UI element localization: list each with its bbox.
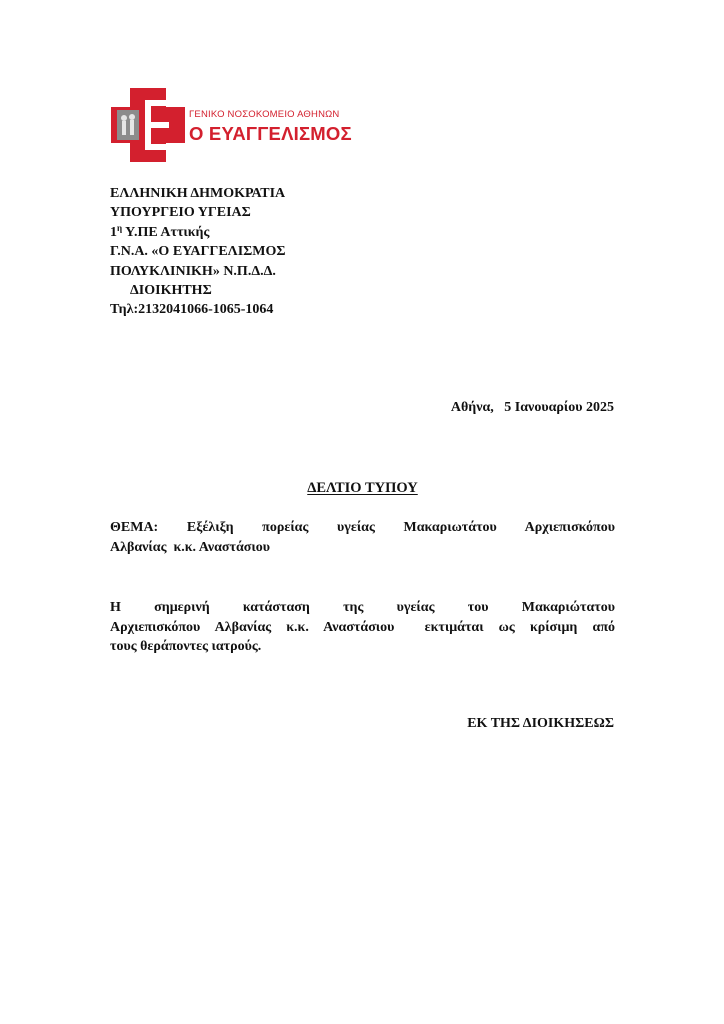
letterhead [110, 184, 286, 320]
letterhead-line-ministry: ΥΠΟΥΡΓΕΙΟ ΥΓΕΙΑΣ [110, 205, 251, 221]
body-line: Η σημερινή κατάσταση της υγείας του Μακαριώτατου [110, 600, 615, 615]
letterhead-line-republic: ΕΛΛΗΝΙΚΗ ΔΗΜΟΚΡΑΤΙΑ [110, 186, 286, 201]
letterhead-line-hospital: Γ.Ν.Α. «Ο ΕΥΑΓΓΕΛΙΣΜΟΣ [110, 244, 286, 260]
subject-paragraph [110, 518, 615, 557]
logo-subtitle: ΓΕΝΙΚΟ ΝΟΣΟΚΟΜΕΙΟ ΑΘΗΝΩΝ [189, 109, 340, 120]
logo-title: Ο ΕΥΑΓΓΕΛΙΣΜΟΣ [189, 123, 352, 144]
body-line: Αρχιεπισκόπου Αλβανίας κ.κ. Αναστάσιου εκτιμάται ως κρίσιμη από [110, 619, 615, 635]
document-date: Αθήνα, 5 Ιανουαρίου 2025 [450, 400, 614, 415]
letterhead-line-region [110, 223, 286, 242]
letterhead-line-phone: Τηλ:2132041066-1065-1064 [110, 302, 274, 318]
subject-line: ΘΕΜΑ: Εξέλιξη πορείας υγείας Μακαριωτάτου Αρχιεπισκόπου [110, 520, 615, 535]
hospital-logo [111, 88, 352, 162]
page-title: ΔΕΛΤΙΟ ΤΥΠΟΥ [307, 480, 418, 496]
region-superscript: η [117, 222, 123, 233]
letterhead-line-polyclinic: ΠΟΛΥΚΛΙΝΙΚΗ» Ν.Π.Δ.Δ. [110, 263, 276, 279]
region-name: Υ.ΠΕ Αττικής [122, 224, 210, 240]
body-paragraph [110, 598, 615, 657]
signature: ΕΚ ΤΗΣ ΔΙΟΙΚΗΣΕΩΣ [467, 716, 614, 731]
letterhead-line-administrator: ΔΙΟΙΚΗΤΗΣ [130, 283, 212, 299]
region-number: 1 [110, 224, 117, 240]
hospital-cross-logo-icon [111, 88, 185, 162]
body-line: τους θεράποντες ιατρούς. [110, 639, 262, 654]
subject-line: Αλβανίας κ.κ. Αναστάσιου [110, 539, 271, 555]
